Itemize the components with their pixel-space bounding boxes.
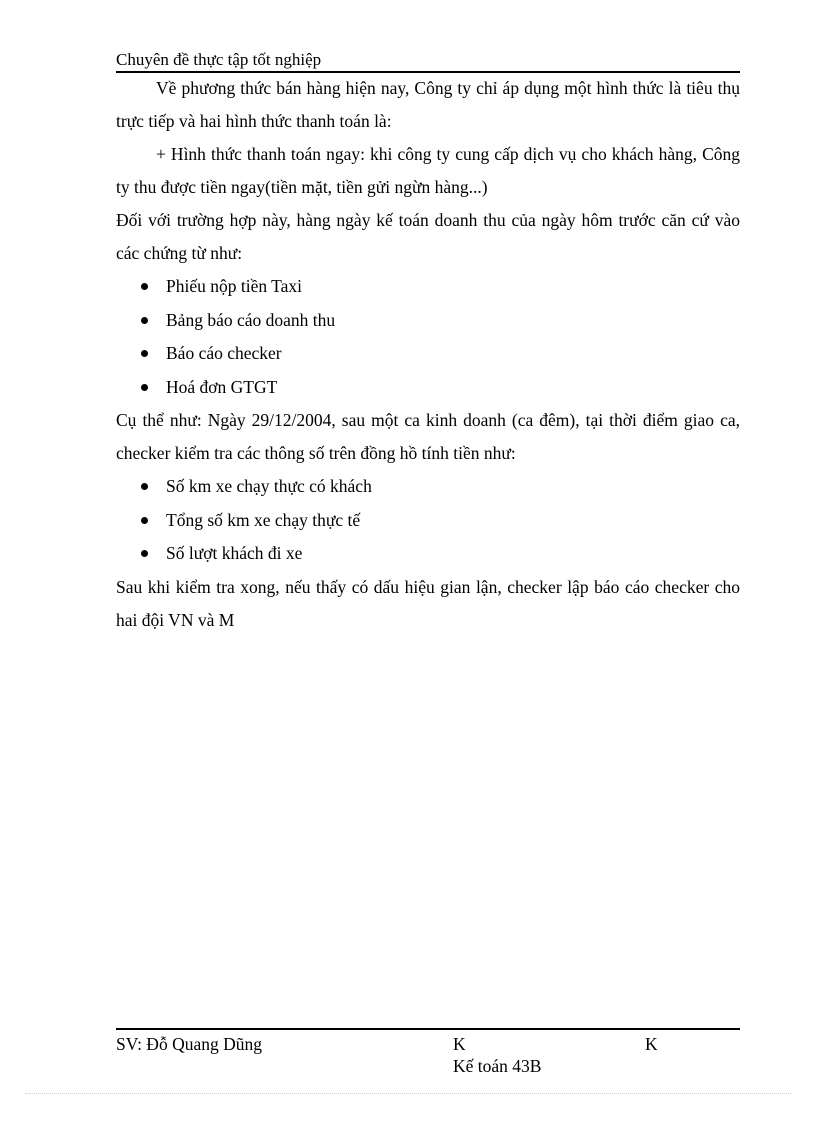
bullet-icon [141, 384, 148, 391]
bullet-icon [141, 483, 148, 490]
meter-parameters-list [116, 470, 740, 571]
list-item: Bảng báo cáo doanh thu [116, 304, 740, 338]
list-item: Số lượt khách đi xe [116, 537, 740, 571]
footer-right-letter: K [645, 1034, 658, 1054]
footer-class: K Kế toán 43B [453, 1034, 542, 1076]
footer-student: SV: Đỗ Quang Dũng [116, 1034, 262, 1054]
document-body [116, 72, 740, 637]
list-item: Báo cáo checker [116, 337, 740, 371]
bullet-icon [141, 283, 148, 290]
paragraph-sales-method: Về phương thức bán hàng hiện nay, Công ty chỉ áp dụng một hình thức là tiêu thụ trực tiếp và hai hình thức thanh toán là: [116, 78, 740, 131]
document-list [116, 270, 740, 404]
paragraph-revenue-accounting: Đối với trường hợp này, hàng ngày kế toán doanh thu của ngày hôm trước căn cứ vào các chứng từ như: [116, 210, 740, 263]
paragraph-immediate-payment: + Hình thức thanh toán ngay: khi công ty cung cấp dịch vụ cho khách hàng, Công ty thu được tiền ngay(tiền mặt, tiền gửi ngừn hàng...) [116, 144, 740, 197]
footer-divider [116, 1028, 740, 1030]
header-title: Chuyên đề thực tập tốt nghiệp [116, 50, 322, 69]
list-item: Tổng số km xe chạy thực tế [116, 504, 740, 538]
bullet-icon [141, 550, 148, 557]
bullet-icon [141, 317, 148, 324]
paragraph-after-check: Sau khi kiểm tra xong, nếu thấy có dấu hiệu gian lận, checker lập báo cáo checker cho hai đội VN và M [116, 576, 740, 630]
list-item: Hoá đơn GTGT [116, 371, 740, 405]
bullet-icon [141, 350, 148, 357]
list-item: Phiếu nộp tiền Taxi [116, 270, 740, 304]
page-header [116, 49, 740, 73]
list-item: Số km xe chạy thực có khách [116, 470, 740, 504]
paragraph-example: Cụ thể như: Ngày 29/12/2004, sau một ca kinh doanh (ca đêm), tại thời điểm giao ca, checker kiểm tra các thông số trên đồng hồ tính tiền như: [116, 410, 740, 463]
bullet-icon [141, 517, 148, 524]
page-edge-divider [25, 1093, 791, 1094]
